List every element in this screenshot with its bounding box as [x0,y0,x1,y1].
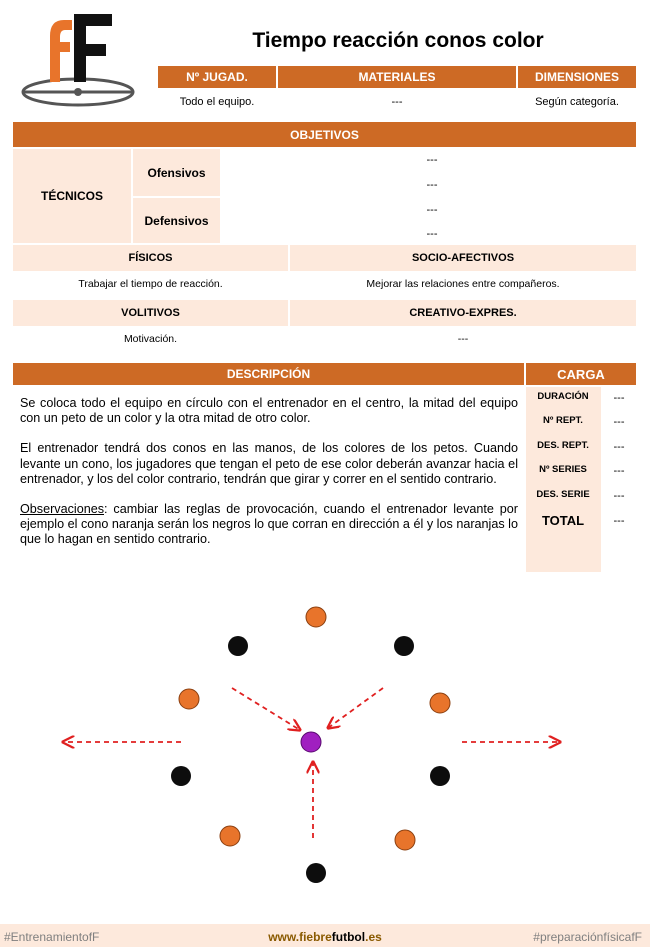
carga-series-label: Nº SERIES [539,464,587,475]
tecnico-value: --- [426,228,438,240]
player-black [171,766,191,786]
col-header-dimensiones: DIMENSIONES [518,66,636,88]
footer-web-part: futbol [331,930,366,944]
observaciones-paragraph [20,502,518,548]
carga-descanso-repeticion-value: --- [613,441,625,453]
col-header-materiales: MATERIALES [278,66,516,88]
page-title: Tiempo reacción conos color [252,29,544,52]
footer-hashtag-right: #preparaciónfísicafF [533,930,642,944]
carga-series-value: --- [613,465,625,477]
carga-duracion-value: --- [613,392,625,404]
ofensivos-label: Ofensivos [133,149,220,196]
observaciones-label: Observaciones [20,502,104,517]
jugadores-value: Todo el equipo. [179,96,255,108]
player-orange [395,830,415,850]
coach-purple [301,732,321,752]
player-black [394,636,414,656]
tecnico-value: --- [426,154,438,166]
player-orange [430,693,450,713]
player-black [228,636,248,656]
carga-repeticiones-label: Nº REPT. [543,415,583,426]
player-black [430,766,450,786]
arrow-inward-right [328,688,383,728]
tecnico-value: --- [426,179,438,191]
carga-header: CARGA [526,363,636,385]
descripcion-header: DESCRIPCIÓN [13,363,524,385]
descripcion-paragraph-2: El entrenador tendrá dos conos en las manos, de los colores de los petos. Cuando levante un cono, los jugadores que tengan el peto de ese color deberán avanzar hacia el entrenador, y los del color contrario, tendrán que girar y correr en el sentido contrario. [20,441,518,486]
carga-descanso-serie-label: DES. SERIE [536,489,590,500]
observaciones-text: : cambiar las reglas de provocación, cuando el entrenador levante por ejemplo el cono naranja serán los negros lo que corran en dirección a él y los naranjas lo que lo hagan en sentido contrario. [20,502,518,547]
descripcion-paragraph-1: Se coloca todo el equipo en círculo con el entrenador en el centro, la mitad del equipo con un peto de un color y la otra mitad de otro color. [20,396,518,426]
arrow-inward-left [232,688,300,730]
defensivos-label: Defensivos [133,198,220,243]
socio-afectivos-label: SOCIO-AFECTIVOS [290,245,636,271]
volitivos-label: VOLITIVOS [13,300,288,326]
fisicos-value: Trabajar el tiempo de reacción. [78,278,223,290]
creativo-expres-label: CREATIVO-EXPRES. [290,300,636,326]
carga-total-label: TOTAL [541,513,585,528]
tecnico-value: --- [426,204,438,216]
footer-hashtag-left: #EntrenamientofF [4,930,100,944]
socio-afectivos-value: Mejorar las relaciones entre compañeros. [366,278,560,290]
carga-duracion-label: DURACIÓN [537,391,589,402]
volitivos-value: Motivación. [123,333,178,345]
dimensiones-value: Según categoría. [535,96,619,108]
creativo-expres-value: --- [457,333,469,345]
player-orange [306,607,326,627]
fisicos-label: FÍSICOS [13,245,288,271]
carga-total-value: --- [613,515,625,527]
footer-web-part: .es [365,930,382,944]
player-black [306,863,326,883]
carga-descanso-serie-value: --- [613,490,625,502]
carga-descanso-repeticion-label: DES. REPT. [537,440,589,451]
carga-repeticiones-value: --- [613,416,625,428]
objetivos-header: OBJETIVOS [13,122,636,147]
player-orange [179,689,199,709]
materiales-value: --- [391,96,403,108]
exercise-diagram [0,590,650,920]
fiebrefutbol-logo [20,12,136,112]
tecnicos-label: TÉCNICOS [13,149,131,243]
player-orange [220,826,240,846]
footer-web-part: www.fiebre [268,930,332,944]
col-header-jugadores: Nº JUGAD. [158,66,276,88]
descripcion-body [20,396,518,563]
